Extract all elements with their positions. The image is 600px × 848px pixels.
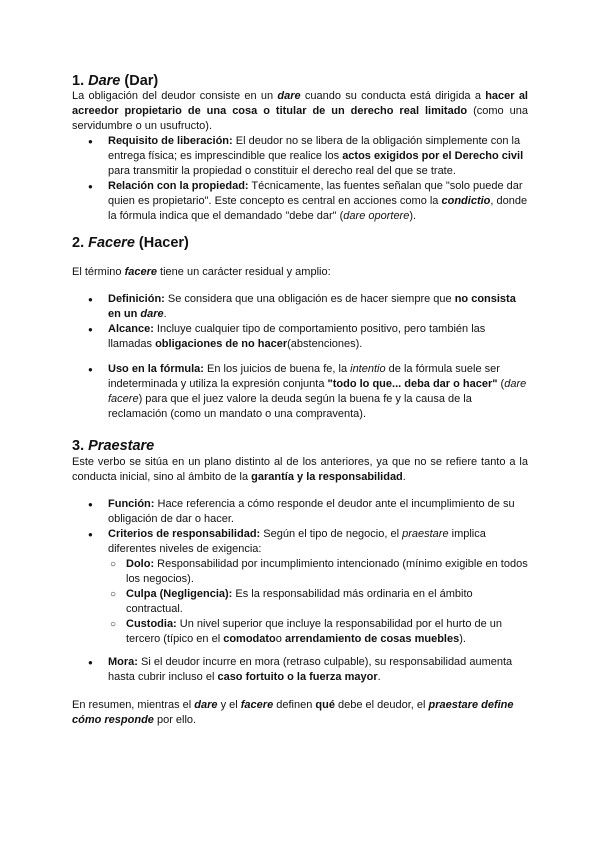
section-1-body [72,89,528,224]
section-2-list-2 [72,362,528,422]
list-item-requisito: ● Requisito de liberación: El deudor no se libera de la obligación simplemente con la entrega física; es imprescindible que realice los actos exigidos por el Derecho civil para transmitir la propiedad o constituir el derecho real del que se trate. [72,134,528,179]
section-3-list [72,497,528,647]
list-item-criterios: ● Criterios de responsabilidad: Según el tipo de negocio, el praestare implica diferentes niveles de exigencia: ○ Dolo: Responsabilidad por incumplimiento intencionado (mínimo exigible en todos los negocios). ○ Culpa (Negligencia): Es la responsabilidad más ordinaria en el ámbito contractual. ○ Custodia: Un nivel superior que incluye la responsabilidad por el hurto de un tercero (típico en el comodatoo arrendamiento de cosas muebles). [72,527,528,647]
section-1-paragraph: La obligación del deudor consiste en un dare cuando su conducta está dirigida a hacer al acreedor propietario de una cosa o titular de un derecho real limitado (como una servidumbre o un usufructo). [72,90,528,132]
list-item-funcion: ● Función: Hace referencia a cómo responde el deudor ante el incumplimiento de su obligación de dar o hacer. [72,497,528,527]
section-dare [72,72,528,90]
list-item-alcance: ● Alcance: Incluye cualquier tipo de comportamiento positivo, pero también las llamadas obligaciones de no hacer(abstenciones). [72,322,528,352]
sublist-item-culpa: ○ Culpa (Negligencia): Es la responsabilidad más ordinaria en el ámbito contractual. [108,587,528,617]
section-2-list-b [72,362,528,422]
section-1-list [72,134,528,224]
sublist-item-custodia: ○ Custodia: Un nivel superior que incluye la responsabilidad por el hurto de un tercero (típico en el comodatoo arrendamiento de cosas muebles). [108,617,528,647]
section-2-heading: 2. Facere (Hacer) [72,235,189,251]
section-2-list-a [72,292,528,352]
section-facere [72,234,528,252]
section-1-heading: 1. Dare (Dar) [72,73,159,89]
list-item-definicion: ● Definición: Se considera que una obligación es de hacer siempre que no consista en un dare. [72,292,528,322]
section-2-list [72,292,528,352]
list-item-uso-formula: ● Uso en la fórmula: En los juicios de buena fe, la intentio de la fórmula suele ser indeterminada y utiliza la expresión conjunta "todo lo que... deba dar o hacer" (dare facere) para que el juez valore la deuda según la buena fe y la causa de la reclamación (como un mandato o una compraventa). [72,362,528,422]
summary-paragraph: En resumen, mientras el dare y el facere definen qué debe el deudor, el praestare define cómo responde por ello. [72,699,514,726]
criterios-sublist [108,557,528,647]
section-3-list-2 [72,655,528,685]
section-praestare [72,437,528,455]
section-3-paragraph: Este verbo se sitúa en un plano distinto al de los anteriores, ya que no se refiere tanto a la conducta inicial, sino al ámbito de la garantía y la responsabilidad. [72,456,528,483]
list-item-mora: ● Mora: Si el deudor incurre en mora (retraso culpable), su responsabilidad aumenta hasta cubrir incluso el caso fortuito o la fuerza mayor. [72,655,528,685]
sublist-item-dolo: ○ Dolo: Responsabilidad por incumplimiento intencionado (mínimo exigible en todos los negocios). [108,557,528,587]
section-2-paragraph: El término facere tiene un carácter residual y amplio: [72,266,331,278]
section-3-heading: 3. Praestare [72,438,155,454]
section-3-list-b [72,655,528,685]
summary [72,698,528,728]
section-2-intro [72,265,528,280]
section-3-list-a [72,497,528,647]
list-item-relacion: ● Relación con la propiedad: Técnicamente, las fuentes señalan que "solo puede dar quien es propietario". Este concepto es central en acciones como la condictio, donde la fórmula indica que el demandado "debe dar" (dare oportere). [72,179,528,224]
section-3-intro [72,455,528,485]
